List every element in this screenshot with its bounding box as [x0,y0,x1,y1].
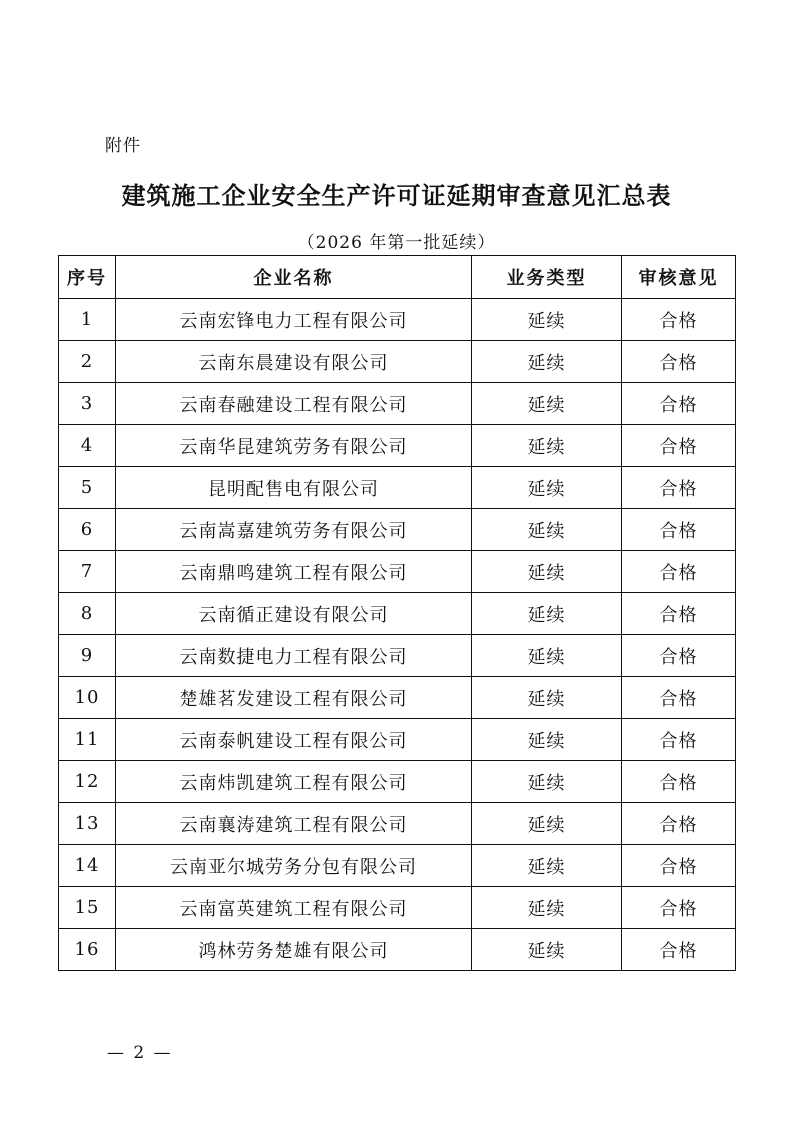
row-index: 3 [59,383,116,425]
row-index: 2 [59,341,116,383]
business-type: 延续 [472,467,622,509]
review-opinion: 合格 [622,551,736,593]
row-index: 4 [59,425,116,467]
business-type: 延续 [472,677,622,719]
table-row [59,635,736,677]
company-name: 云南嵩嘉建筑劳务有限公司 [116,509,472,551]
table-row [59,845,736,887]
header-business-type: 业务类型 [472,256,622,299]
row-index: 14 [59,845,116,887]
table-row [59,341,736,383]
business-type: 延续 [472,551,622,593]
row-index: 1 [59,299,116,341]
row-index: 12 [59,761,116,803]
review-opinion: 合格 [622,845,736,887]
company-name: 云南鼎鸣建筑工程有限公司 [116,551,472,593]
business-type: 延续 [472,845,622,887]
review-opinion: 合格 [622,425,736,467]
table-row [59,425,736,467]
table-row [59,887,736,929]
company-name: 云南泰帆建设工程有限公司 [116,719,472,761]
business-type: 延续 [472,719,622,761]
row-index: 9 [59,635,116,677]
company-name: 云南循正建设有限公司 [116,593,472,635]
row-index: 11 [59,719,116,761]
business-type: 延续 [472,593,622,635]
review-opinion: 合格 [622,383,736,425]
business-type: 延续 [472,635,622,677]
business-type: 延续 [472,299,622,341]
row-index: 13 [59,803,116,845]
business-type: 延续 [472,887,622,929]
row-index: 16 [59,929,116,971]
review-opinion: 合格 [622,635,736,677]
table-row [59,593,736,635]
row-index: 15 [59,887,116,929]
company-name: 云南襄涛建筑工程有限公司 [116,803,472,845]
company-name: 云南富英建筑工程有限公司 [116,887,472,929]
table-row [59,551,736,593]
company-name: 云南东晨建设有限公司 [116,341,472,383]
business-type: 延续 [472,803,622,845]
review-opinion: 合格 [622,929,736,971]
company-name: 楚雄茗发建设工程有限公司 [116,677,472,719]
company-name: 云南宏锋电力工程有限公司 [116,299,472,341]
company-name: 云南亚尔城劳务分包有限公司 [116,845,472,887]
document-subtitle: （2026 年第一批延续） [297,233,496,253]
company-name: 昆明配售电有限公司 [116,467,472,509]
table-header-row [59,256,736,299]
review-opinion: 合格 [622,467,736,509]
business-type: 延续 [472,341,622,383]
review-opinion: 合格 [622,509,736,551]
header-index: 序号 [59,256,116,299]
row-index: 7 [59,551,116,593]
header-company-name: 企业名称 [116,256,472,299]
company-name: 云南数捷电力工程有限公司 [116,635,472,677]
table-row [59,803,736,845]
company-name: 云南华昆建筑劳务有限公司 [116,425,472,467]
table-row [59,761,736,803]
review-opinion: 合格 [622,299,736,341]
row-index: 10 [59,677,116,719]
review-opinion: 合格 [622,887,736,929]
review-opinion: 合格 [622,719,736,761]
row-index: 6 [59,509,116,551]
business-type: 延续 [472,929,622,971]
review-opinion: 合格 [622,593,736,635]
table-row [59,929,736,971]
table-body [59,299,736,971]
table-row [59,677,736,719]
table-row [59,299,736,341]
row-index: 5 [59,467,116,509]
page-number: — 2 — [107,1043,173,1063]
table-row [59,383,736,425]
review-summary-table [58,255,736,971]
table-row [59,467,736,509]
document-title: 建筑施工企业安全生产许可证延期审查意见汇总表 [121,182,672,210]
business-type: 延续 [472,761,622,803]
header-review-opinion: 审核意见 [622,256,736,299]
business-type: 延续 [472,383,622,425]
row-index: 8 [59,593,116,635]
review-opinion: 合格 [622,803,736,845]
business-type: 延续 [472,509,622,551]
review-opinion: 合格 [622,677,736,719]
table-row [59,719,736,761]
review-opinion: 合格 [622,341,736,383]
review-opinion: 合格 [622,761,736,803]
company-name: 云南炜凯建筑工程有限公司 [116,761,472,803]
table-row [59,509,736,551]
company-name: 云南春融建设工程有限公司 [116,383,472,425]
attachment-label: 附件 [105,136,141,156]
business-type: 延续 [472,425,622,467]
company-name: 鸿林劳务楚雄有限公司 [116,929,472,971]
